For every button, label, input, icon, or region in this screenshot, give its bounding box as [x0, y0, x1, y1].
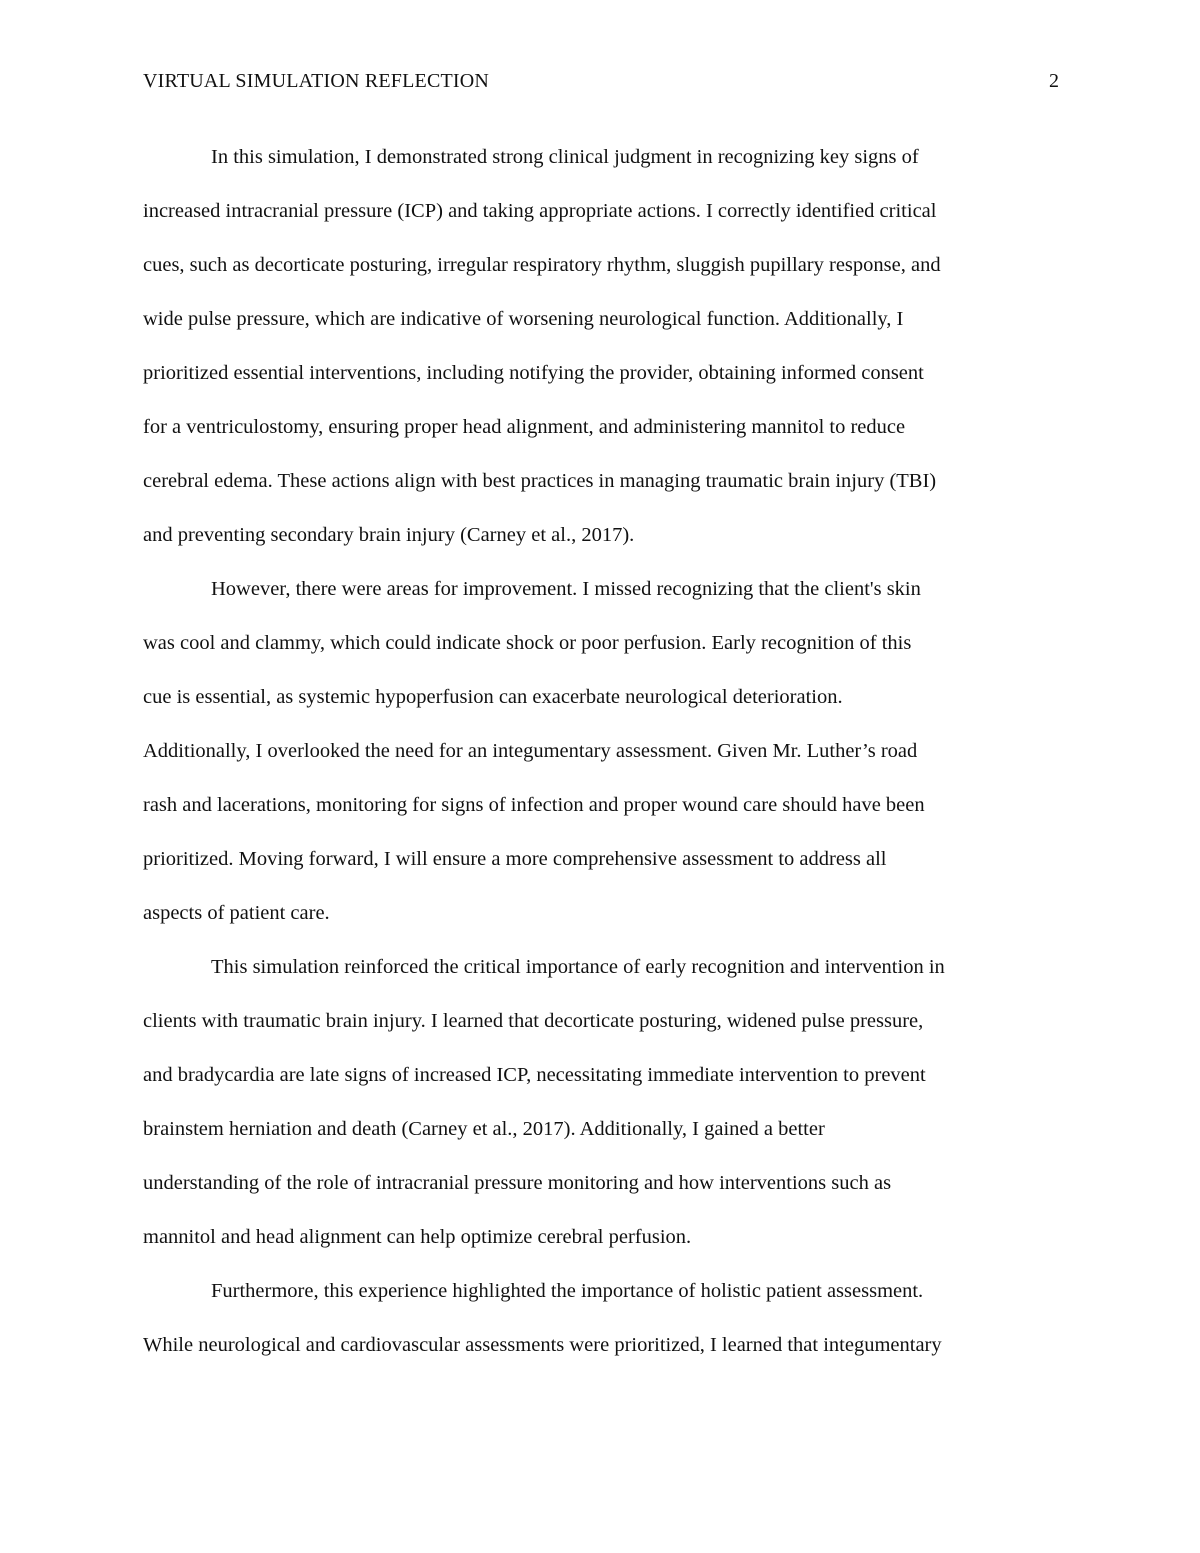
- paragraph-2-line: was cool and clammy, which could indicate shock or poor perfusion. Early recognition of this: [143, 632, 912, 654]
- paragraph-2-line: prioritized. Moving forward, I will ensure a more comprehensive assessment to address all: [143, 848, 887, 870]
- paragraph-1-line: cerebral edema. These actions align with best practices in managing traumatic brain injury (TBI): [143, 470, 937, 492]
- paragraph-1-line: cues, such as decorticate posturing, irregular respiratory rhythm, sluggish pupillary response, and: [143, 254, 941, 276]
- paragraph-3-line: and bradycardia are late signs of increased ICP, necessitating immediate intervention to prevent: [143, 1064, 926, 1086]
- page-header: [143, 70, 1059, 100]
- paragraph-4-line: Furthermore, this experience highlighted the importance of holistic patient assessment.: [211, 1280, 924, 1302]
- page-number: 2: [1049, 70, 1059, 92]
- paragraph-1-line: for a ventriculostomy, ensuring proper head alignment, and administering mannitol to reduce: [143, 416, 906, 438]
- paragraph-1-line: and preventing secondary brain injury (Carney et al., 2017).: [143, 524, 635, 546]
- paragraph-1-line: In this simulation, I demonstrated strong clinical judgment in recognizing key signs of: [211, 146, 919, 168]
- paragraph-3-line: understanding of the role of intracranial pressure monitoring and how interventions such as: [143, 1172, 892, 1194]
- paragraph-3-line: mannitol and head alignment can help optimize cerebral perfusion.: [143, 1226, 692, 1248]
- paragraph-2-line: Additionally, I overlooked the need for an integumentary assessment. Given Mr. Luther’s road: [143, 740, 918, 762]
- paragraph-3-line: clients with traumatic brain injury. I learned that decorticate posturing, widened pulse pressure,: [143, 1010, 924, 1032]
- paragraph-1-line: prioritized essential interventions, including notifying the provider, obtaining informed consent: [143, 362, 924, 384]
- paragraph-4-line: While neurological and cardiovascular assessments were prioritized, I learned that integumentary: [143, 1334, 942, 1356]
- paragraph-2-line: rash and lacerations, monitoring for signs of infection and proper wound care should have been: [143, 794, 925, 816]
- paragraph-2-line: However, there were areas for improvement. I missed recognizing that the client's skin: [211, 578, 921, 600]
- running-head: VIRTUAL SIMULATION REFLECTION: [143, 70, 490, 92]
- paragraph-3-line: This simulation reinforced the critical importance of early recognition and intervention in: [211, 956, 945, 978]
- paragraph-1-line: increased intracranial pressure (ICP) and taking appropriate actions. I correctly identified critical: [143, 200, 937, 222]
- paragraph-2-line: aspects of patient care.: [143, 902, 330, 924]
- body-text: [143, 130, 1059, 1372]
- paragraph-3-line: brainstem herniation and death (Carney et al., 2017). Additionally, I gained a better: [143, 1118, 825, 1140]
- paragraph-1-line: wide pulse pressure, which are indicative of worsening neurological function. Additionally, I: [143, 308, 904, 330]
- paragraph-2-line: cue is essential, as systemic hypoperfusion can exacerbate neurological deterioration.: [143, 686, 843, 708]
